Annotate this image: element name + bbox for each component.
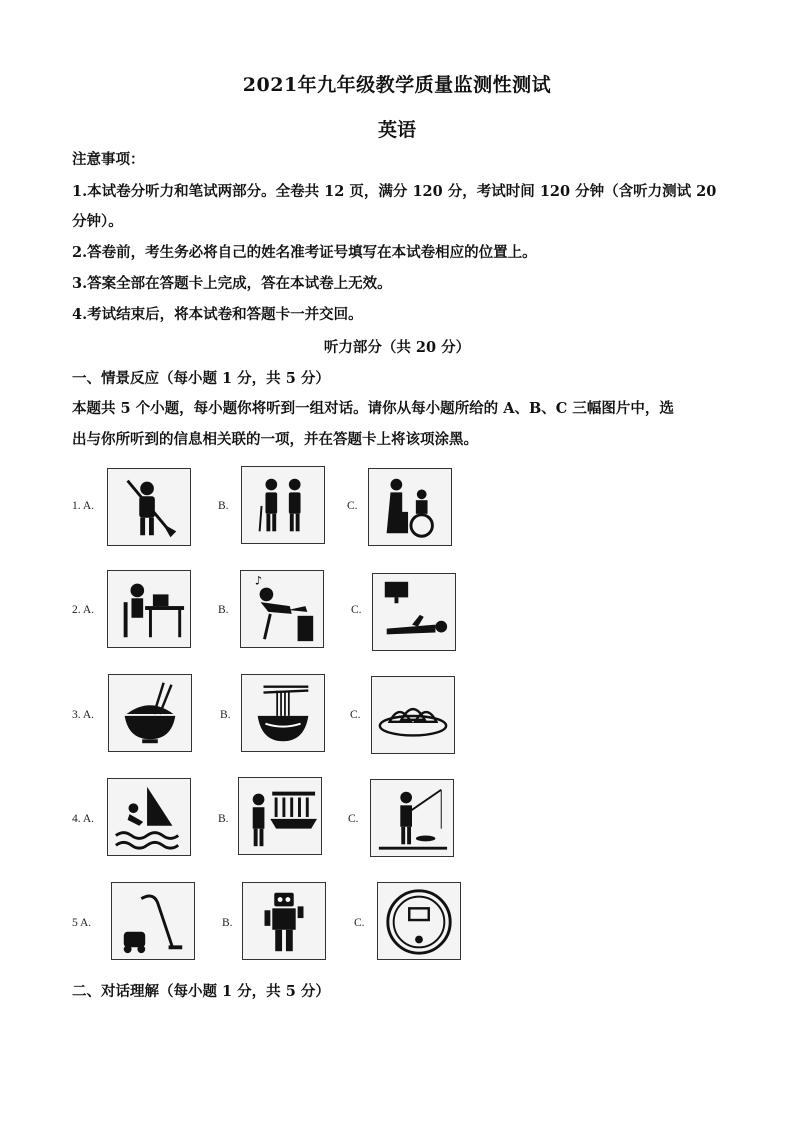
q3-label-b: B.: [220, 709, 231, 721]
wheelchair-help-icon: [368, 468, 452, 546]
noodles-icon: [241, 674, 325, 752]
note-item-1: 1.本试卷分听力和笔试两部分。全卷共 12 页，满分 120 分，考试时间 120 分钟（含听力测试 20: [72, 183, 717, 200]
exam-title: 2021年九年级教学质量监测性测试: [242, 74, 552, 96]
robot-vacuum-icon: [377, 882, 461, 960]
note-item-1-cont: 分钟）。: [72, 213, 123, 230]
boat-trip-icon: [238, 777, 322, 855]
relaxing-with-music-icon: [240, 570, 324, 648]
elderly-walking-icon: [241, 466, 325, 544]
q2-label-a: 2. A.: [72, 604, 95, 616]
note-item-4: 4.考试结束后，将本试卷和答题卡一并交回。: [72, 306, 363, 323]
reading-at-desk-icon: [107, 570, 191, 648]
robot-icon: [242, 882, 326, 960]
notes-heading: 注意事项：: [72, 151, 145, 168]
q3-label-c: C.: [350, 709, 361, 721]
q4-label-b: B.: [218, 813, 229, 825]
sweeping-icon: [107, 468, 191, 546]
listening-heading: 听力部分（共 20 分）: [323, 339, 471, 356]
fishing-icon: [370, 779, 454, 857]
q4-label-c: C.: [348, 813, 359, 825]
q5-label-a: 5 A.: [72, 917, 92, 929]
svg-text:♪: ♪: [254, 573, 263, 588]
windsurfing-icon: [107, 778, 191, 856]
rice-bowl-icon: [108, 674, 192, 752]
q5-label-c: C.: [354, 917, 365, 929]
subject-title: 英语: [377, 119, 416, 141]
q1-label-b: B.: [218, 500, 229, 512]
q2-label-b: B.: [218, 604, 229, 616]
q1-label-a: 1. A.: [72, 500, 95, 512]
vacuum-cleaner-icon: [111, 882, 195, 960]
q1-label-c: C.: [347, 500, 358, 512]
q4-label-a: 4. A.: [72, 813, 95, 825]
section2-title: 二、对话理解（每小题 1 分，共 5 分）: [72, 983, 330, 1000]
dumplings-icon: [371, 676, 455, 754]
note-item-3: 3.答案全部在答题卡上完成，答在本试卷上无效。: [72, 275, 392, 292]
watching-tv-icon: [372, 573, 456, 651]
section1-instructions-cont: 出与你所听到的信息相关联的一项，并在答题卡上将该项涂黑。: [72, 431, 478, 448]
q5-label-b: B.: [222, 917, 233, 929]
section1-instructions: 本题共 5 个小题，每小题你将听到一组对话。请你从每小题所给的 A、B、C 三幅图片中，选: [72, 400, 674, 417]
section1-title: 一、情景反应（每小题 1 分，共 5 分）: [72, 370, 330, 387]
note-item-2: 2.答卷前，考生务必将自己的姓名准考证号填写在本试卷相应的位置上。: [72, 244, 537, 261]
q2-label-c: C.: [351, 604, 362, 616]
q3-label-a: 3. A.: [72, 709, 95, 721]
